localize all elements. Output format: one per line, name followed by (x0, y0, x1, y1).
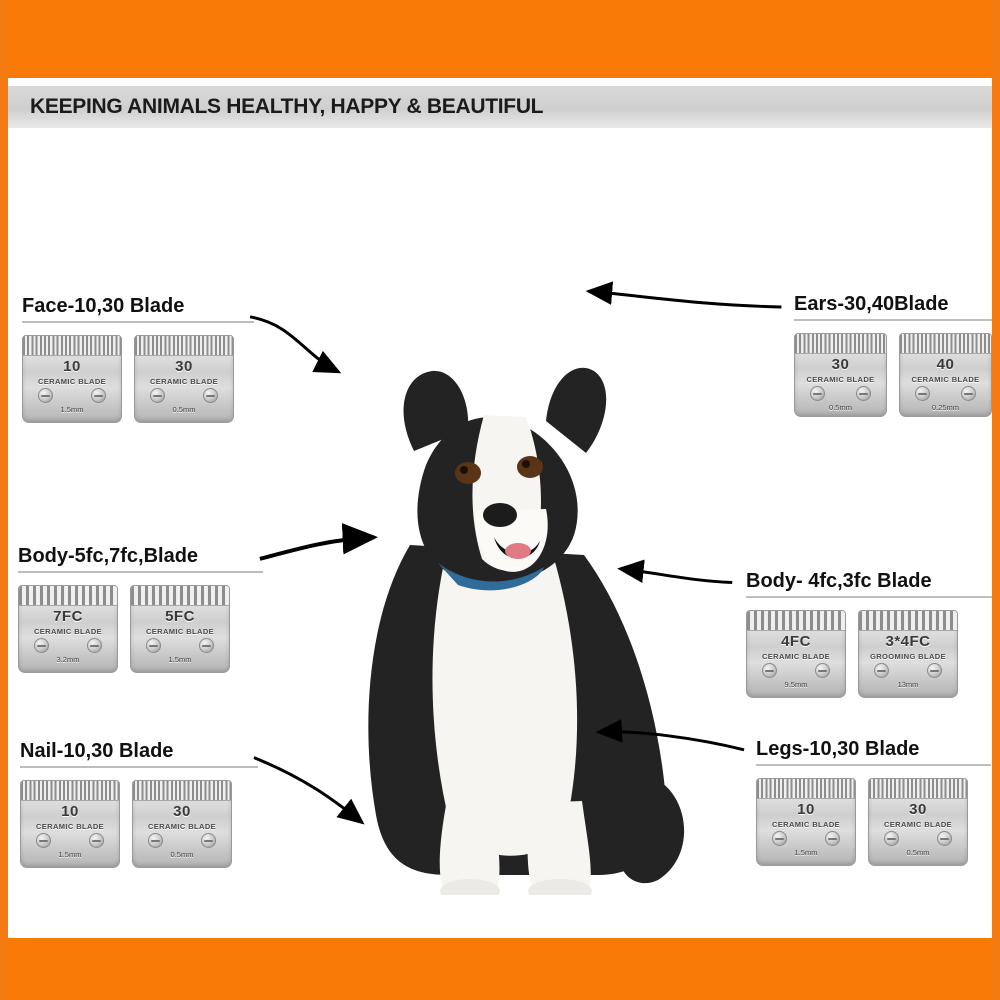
bottom-orange-bar (0, 938, 1000, 1000)
blade-teeth-icon (133, 781, 231, 801)
blade-row (20, 780, 258, 868)
screw-icon (148, 833, 163, 848)
blade-number: 10 (63, 358, 81, 375)
screw-icon (772, 831, 787, 846)
screw-icon (87, 638, 102, 653)
blade-row (756, 778, 991, 866)
group-title: Legs-10,30 Blade (756, 738, 920, 760)
blade-size: 1.5mm (58, 850, 82, 859)
screw-icon (199, 638, 214, 653)
blade-type: CERAMIC BLADE (35, 822, 105, 831)
blade-teeth-icon (795, 334, 886, 354)
blade-size: 0.5mm (906, 848, 930, 857)
group-body-5fc-7fc (18, 545, 263, 673)
group-underline (22, 321, 254, 323)
blade-card[interactable] (756, 778, 856, 866)
blade-number: 5FC (165, 608, 195, 625)
blade-body (22, 335, 122, 423)
screw-icon (927, 663, 942, 678)
blade-body (134, 335, 234, 423)
blade-size: 0.25mm (931, 403, 960, 412)
blade-number: 30 (831, 356, 850, 373)
blade-body (794, 333, 887, 417)
blade-type: CERAMIC BLADE (37, 377, 107, 386)
blade-body (858, 610, 958, 698)
blade-type: CERAMIC BLADE (33, 627, 103, 636)
blade-row (22, 335, 254, 423)
top-orange-bar (0, 0, 1000, 78)
group-title: Body- 4fc,3fc Blade (746, 570, 932, 592)
tagline-band (8, 86, 992, 128)
blade-card[interactable] (18, 585, 118, 673)
blade-card[interactable] (22, 335, 122, 423)
blade-teeth-icon (859, 611, 957, 631)
blade-card[interactable] (858, 610, 958, 698)
screw-icon (91, 388, 106, 403)
blade-card[interactable] (868, 778, 968, 866)
blade-type: GROOMING BLADE (869, 652, 946, 661)
group-title: Face-10,30 Blade (22, 295, 185, 317)
blade-teeth-icon (131, 586, 229, 606)
blade-number: 7FC (53, 608, 83, 625)
blade-size: 1.5mm (168, 655, 192, 664)
blade-body (130, 585, 230, 673)
blade-number: 30 (175, 358, 193, 375)
screw-icon (961, 386, 976, 401)
blade-number: 30 (173, 803, 191, 820)
screw-icon (884, 831, 899, 846)
blade-teeth-icon (900, 334, 991, 354)
screw-icon (762, 663, 777, 678)
blade-teeth-icon (23, 336, 121, 356)
blade-size: 0.5mm (170, 850, 194, 859)
screw-icon (810, 386, 825, 401)
blade-row (18, 585, 263, 673)
screw-icon (201, 833, 216, 848)
blade-teeth-icon (869, 779, 967, 799)
blade-size: 0.5mm (829, 403, 852, 412)
blade-number: 10 (797, 801, 815, 818)
group-underline (20, 766, 258, 768)
group-title: Body-5fc,7fc,Blade (18, 545, 199, 567)
group-underline (18, 571, 263, 573)
group-underline (746, 596, 994, 598)
blade-size: 3.2mm (56, 655, 80, 664)
blade-type: CERAMIC BLADE (883, 820, 953, 829)
blade-number: 30 (909, 801, 927, 818)
screw-icon (856, 386, 871, 401)
screw-icon (915, 386, 930, 401)
blade-number: 10 (61, 803, 79, 820)
blade-card[interactable] (134, 335, 234, 423)
blade-body (20, 780, 120, 868)
blade-type: CERAMIC BLADE (771, 820, 841, 829)
screw-icon (146, 638, 161, 653)
blade-body (132, 780, 232, 868)
blade-row (794, 333, 992, 417)
blade-card[interactable] (794, 333, 887, 417)
blade-number: 3*4FC (885, 633, 931, 650)
blade-teeth-icon (757, 779, 855, 799)
group-underline (756, 764, 991, 766)
blade-size: 9.5mm (784, 680, 808, 689)
blade-teeth-icon (135, 336, 233, 356)
group-ears (794, 293, 992, 417)
screw-icon (36, 833, 51, 848)
group-underline (794, 319, 992, 321)
blade-type: CERAMIC BLADE (806, 375, 875, 384)
blade-type: CERAMIC BLADE (145, 627, 215, 636)
blade-body (868, 778, 968, 866)
group-title: Ears-30,40Blade (794, 293, 949, 315)
screw-icon (937, 831, 952, 846)
blade-card[interactable] (20, 780, 120, 868)
dog-photo (298, 215, 718, 895)
screw-icon (874, 663, 889, 678)
blade-body (746, 610, 846, 698)
screw-icon (150, 388, 165, 403)
blade-body (18, 585, 118, 673)
blade-card[interactable] (746, 610, 846, 698)
blade-size: 1.5mm (60, 405, 84, 414)
screw-icon (815, 663, 830, 678)
group-body-4fc-3fc (746, 570, 994, 698)
blade-type: CERAMIC BLADE (761, 652, 831, 661)
blade-card[interactable] (132, 780, 232, 868)
blade-card[interactable] (130, 585, 230, 673)
group-legs (756, 738, 991, 866)
group-face (22, 295, 254, 423)
blade-teeth-icon (21, 781, 119, 801)
screw-icon (34, 638, 49, 653)
blade-row (746, 610, 994, 698)
blade-teeth-icon (747, 611, 845, 631)
blade-card[interactable] (899, 333, 992, 417)
blade-type: CERAMIC BLADE (149, 377, 219, 386)
blade-number: 40 (936, 356, 955, 373)
blade-number: 4FC (781, 633, 811, 650)
group-title: Nail-10,30 Blade (20, 740, 174, 762)
blade-teeth-icon (19, 586, 117, 606)
blade-body (899, 333, 992, 417)
blade-size: 13mm (897, 680, 919, 689)
blade-size: 0.5mm (172, 405, 196, 414)
screw-icon (38, 388, 53, 403)
screw-icon (203, 388, 218, 403)
screw-icon (825, 831, 840, 846)
screw-icon (89, 833, 104, 848)
blade-body (756, 778, 856, 866)
blade-size: 1.5mm (794, 848, 818, 857)
blade-type: CERAMIC BLADE (911, 375, 980, 384)
tagline-text: KEEPING ANIMALS HEALTHY, HAPPY & BEAUTIFUL (30, 95, 544, 118)
group-nail (20, 740, 258, 868)
blade-type: CERAMIC BLADE (147, 822, 217, 831)
